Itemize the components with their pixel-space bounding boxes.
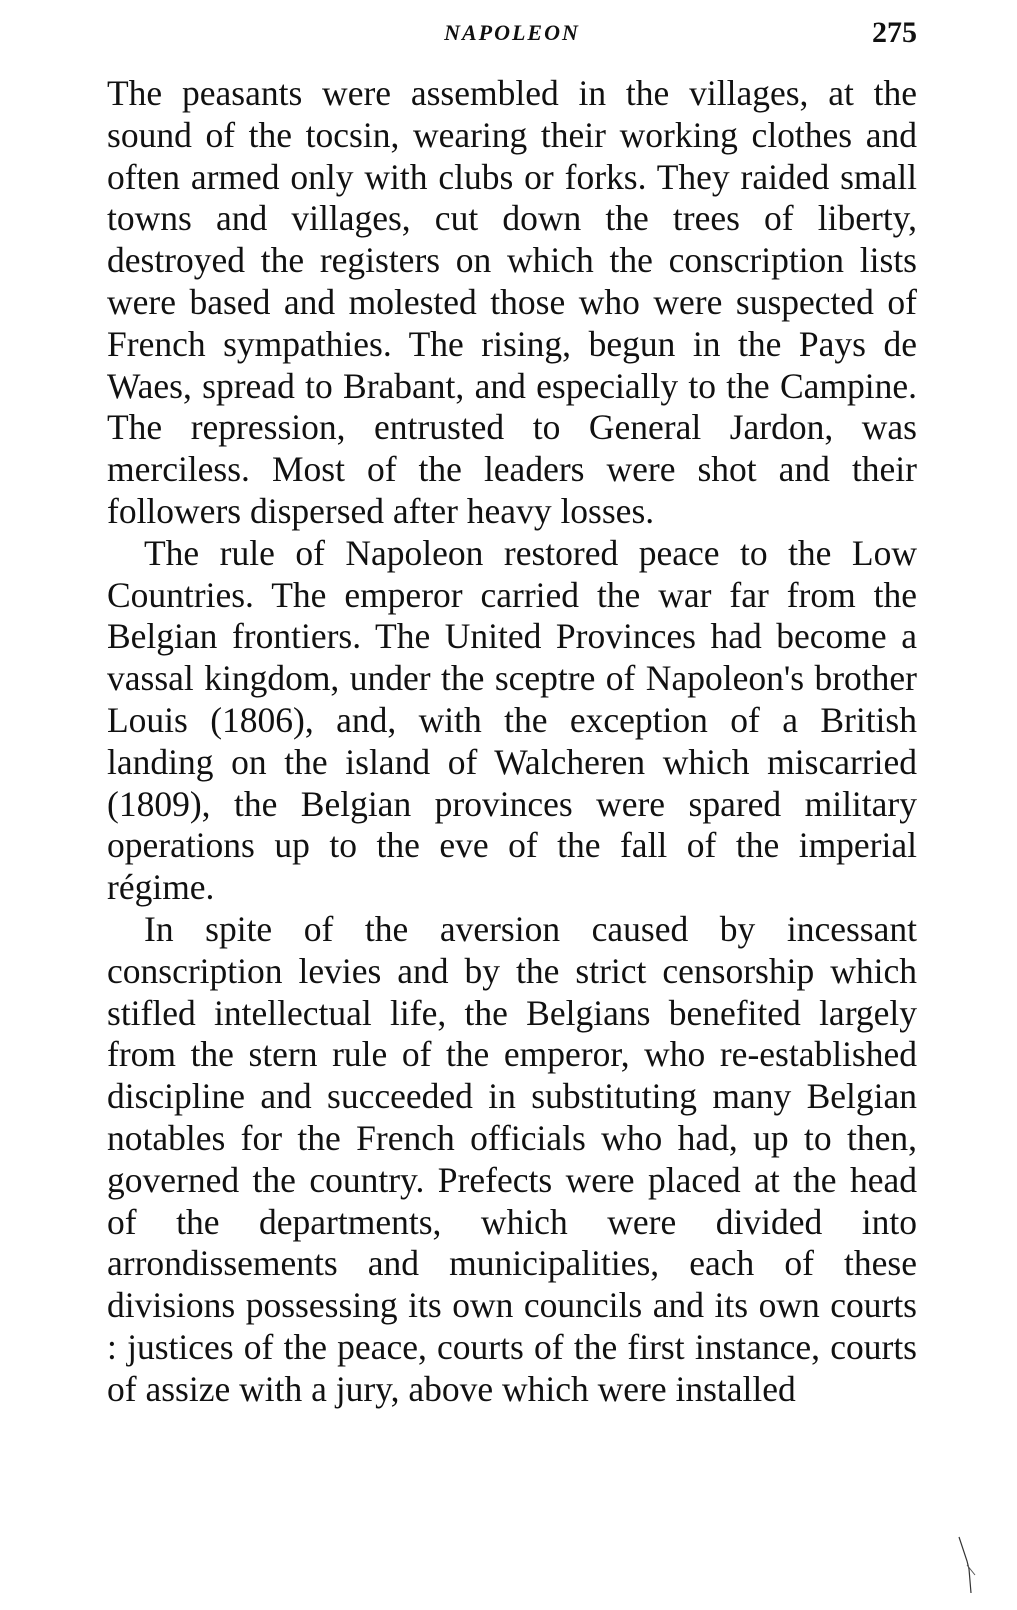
paragraph-1: The peasants were assembled in the villages, at the sound of the tocsin, wearing their working clothes and often armed only with clubs or forks. They raided small towns and villages, cut down the trees of liberty, destroyed the registers on which the conscription lists were based and molested those who were suspected of French sympathies. The rising, begun in the Pays de Waes, spread to Brabant, and especially to the Campine. The repression, entrusted to General Jardon, was merciless. Most of the leaders were shot and their followers dispersed after heavy losses.: [107, 73, 917, 531]
body-text: [107, 73, 917, 1411]
page-number: 275: [872, 16, 917, 49]
running-title: NAPOLEON: [444, 20, 580, 45]
running-head: [107, 18, 917, 58]
paragraph-2: The rule of Napoleon restored peace to the Low Countries. The emperor carried the war far from the Belgian frontiers. The United Provinces had become a vassal kingdom, under the sceptre of Napoleon's brother Louis (1806), and, with the exception of a British landing on the island of Walcheren which miscarried (1809), the Belgian provinces were spared military operations up to the eve of the fall of the imperial régime.: [107, 532, 917, 908]
margin-pencil-mark: [955, 1535, 985, 1595]
paragraph-3: In spite of the aversion caused by incessant conscription levies and by the strict censorship which stifled intellectual life, the Belgians benefited largely from the stern rule of the emperor, who re-established discipline and succeeded in substituting many Belgian notables for the French officials who had, up to then, governed the country. Prefects were placed at the head of the departments, which were divided into arrondissements and municipalities, each of these divisions possessing its own councils and its own courts : justices of the peace, courts of the first instance, courts of assize with a jury, above which were installed: [107, 908, 917, 1409]
